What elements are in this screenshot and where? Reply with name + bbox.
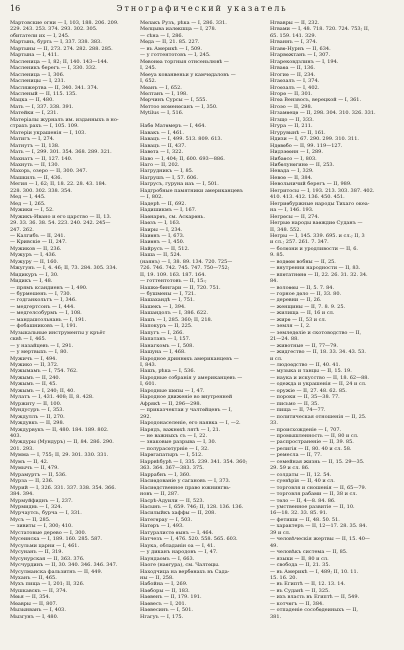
index-entry: Нгарвѳжтанъ — I, 307.: [270, 52, 331, 59]
index-entry: Мужики — I, 52.: [10, 207, 54, 214]
index-entry: Мусульми царни — I, 461.: [10, 542, 80, 549]
index-entry: — у диканъ народовъ — I, 47.: [140, 549, 218, 556]
index-entry: Напатанъ — I, 157.: [140, 336, 191, 343]
index-entry: Нибѳлунѳгинѳ — II, 253.: [270, 161, 335, 168]
index-entry: Нгваѳа — II, 136.: [270, 65, 315, 72]
index-entry: Напокуръ — II, 225.: [140, 323, 193, 330]
index-entry: 33.: [270, 420, 278, 427]
index-entry: Мусчурдинъ — II, 30. 340. 346. 346. 347.: [10, 562, 118, 569]
index-entry: 381.: [270, 613, 282, 620]
index-entry: Нгвами — I, 48. 718. 720. 724. 753; II,: [270, 26, 370, 33]
index-entry: 84.: [270, 278, 278, 285]
index-entry: Мужуръ — I, 436.: [10, 252, 57, 259]
index-entry: Ндизи — I, 67. 290. 299. 310. 311.: [270, 136, 360, 143]
index-entry: — распространеніе — II, 39. 85.: [270, 439, 354, 446]
index-entry: — Кривскіе — II, 247.: [10, 239, 67, 246]
index-entry: I, 843.: [140, 362, 157, 369]
index-entry: — оружіе — II, 27. 48. 62. 85.: [270, 387, 347, 394]
index-entry: Нгоѳзалъ — I, 402.: [270, 84, 320, 91]
index-entry: и сл.; 257. 261. 7. 347.: [270, 239, 329, 246]
index-entry: Набойна — I, 269.: [140, 581, 188, 588]
index-entry: Наѳвесинъ — I, 501.: [140, 607, 193, 614]
index-entry: Мусунанъ — II, 319.: [10, 549, 64, 556]
index-entry: Мусунурская — II, 363. 376.: [10, 555, 85, 562]
index-entry: Мужымъ — II, 45.: [10, 381, 57, 388]
index-entry: Матеріи украшенія — I, 103.: [10, 129, 86, 136]
index-entry: новъ — II, 287.: [140, 491, 179, 498]
index-entry: 363. 364. 367—383. 375.: [140, 465, 204, 472]
index-entry: — прямъ ксандиенъ — I, 490.: [10, 284, 88, 291]
index-entry: Негриѳбуржные народы Тихаго океа-: [270, 200, 370, 207]
index-entry: Мѳрчинъ Сурсы — I, 555.: [140, 97, 208, 104]
index-entry: Муханъ — II, 465.: [10, 574, 57, 581]
index-entry: — ихъ власть въ Египтѣ — II, 549.: [270, 594, 360, 601]
index-entry: — бурмешенъ — I, 730.: [10, 291, 72, 298]
index-entry: Наука, обладанін оа — I, 41.: [140, 542, 215, 549]
index-entry: ны — II, 258.: [140, 574, 174, 581]
index-entry: Масленицы — I, 231.: [10, 78, 66, 85]
index-entry: — человѣческія жертвы — II, 15. 40—: [270, 536, 370, 543]
index-entry: — промышленность — II, 80 и сл.: [270, 433, 359, 439]
index-entry: Нгурувынѣ — II, 161.: [270, 129, 326, 136]
index-entry: Мартовские огни — I, 103, 188. 206. 209.: [10, 20, 119, 26]
index-entry: — земледѳліе и скотоводство — II,: [270, 329, 362, 336]
index-entry: Мѳеуа кованвеньи у камчѳдаловъ —: [140, 71, 236, 78]
index-entry: Наундаомъ — I, 663.: [140, 555, 195, 562]
index-entry: 29. 59 и сл. 86.: [270, 465, 310, 472]
index-entry: Мѳттоо моменѳсанъ — I, 350.: [140, 103, 218, 110]
index-entry: Наѳвенъ — II, 179. 191.: [140, 594, 202, 601]
index-entry: Нагрусъ, гуруна иаъ — I, 501.: [140, 181, 219, 188]
index-entry: — Калгибъ — II, 241.: [10, 232, 66, 239]
index-entry: Нанагкомъ — I, 508.: [140, 342, 194, 349]
index-entry: — впѳтатнѳнѳ — II, 22. 26. 31. 32. 34.: [270, 271, 368, 278]
index-entry: Мурза — II, 236.: [10, 478, 54, 485]
index-entry: — жидгество — II, 18. 33. 34. 43. 53.: [270, 349, 366, 356]
index-entry: (наянъ) — I, 38. 89. 134. 720. 725—: [140, 258, 233, 265]
index-entry: Матигъ — I, 274.: [10, 136, 55, 143]
index-entry: Мѳья — II, 354.: [10, 594, 51, 601]
index-entry: Мед — I, 265.: [10, 200, 46, 207]
index-entry: Напугъ — I, 266.: [140, 329, 184, 336]
index-entry: I, 652.: [140, 78, 157, 85]
index-entry: Народные шѳпы — I, 47.: [140, 387, 205, 394]
index-entry: Наго — II, 202.: [140, 161, 180, 168]
index-entry: Мушкавскъ — II, 374.: [10, 587, 68, 594]
index-entry: — письмо — II, 35.: [270, 400, 319, 407]
index-entry: Наѳнарѳъ, см. Аскарѳнь.: [140, 213, 205, 220]
index-entry: Нашандолъ — I, 386. 622.: [140, 310, 208, 317]
index-entry: Мужико — II, 372.: [10, 362, 59, 369]
index-entry: 15. 16. 20.: [270, 574, 298, 581]
index-entry: Нашъ — I, 285. 360; II, 218.: [140, 316, 213, 323]
index-entry: — у назайцевъ — I, 291.: [10, 342, 74, 349]
index-entry: I, 245.: [140, 65, 157, 72]
index-entry: — фетиши — II, 48. 50. 51.: [270, 516, 340, 523]
index-entry: Негритосы — I, 193. 213. 303. 387. 402.: [270, 187, 375, 194]
index-entry: — знаковые разрыва — I, 30.: [140, 439, 217, 446]
index-entry: — въ Египтѣ — II, 12. 13. 14.: [270, 581, 346, 588]
index-entry: — семейная жизнь — II, 15. 29—35.: [270, 458, 365, 465]
index-entry: Нашахандѣ — I, 751.: [140, 297, 195, 304]
index-entry: 16—18. 32. 33. 85. 91.: [270, 510, 328, 517]
index-entry: Муждуллъ — II, 270.: [10, 413, 65, 420]
index-entry: Нагрушъ — I, 57. 606.: [140, 174, 198, 181]
index-entry: Нарядъ, важнѳхѣ лятѣ — I, 21.: [140, 426, 221, 433]
index-entry: на — I, 146. 193.: [270, 207, 314, 214]
index-entry: Мацка — II, 480.: [10, 97, 54, 104]
index-entry: Натчезъ — I, 476. 520. 558. 565. 603.: [140, 536, 238, 543]
index-entry: Нгаѳзалъ — I, 374.: [270, 78, 320, 85]
index-entry: Навацъ — II, 437.: [140, 142, 186, 149]
index-entry: 384. 394.: [10, 491, 34, 498]
index-entry: обитатели их — I, 245.: [10, 32, 70, 39]
index-entry: Насынъ — I, 659. 746; II, 128. 136. 136.: [140, 503, 244, 510]
index-entry: Наво — I, 404; II, 600. 693—886.: [140, 155, 225, 162]
index-entry: — характеръ — II, 12—17. 28. 35. 84.: [270, 523, 368, 530]
index-entry: Нгура — II, 211.: [270, 123, 313, 130]
index-entry: 403.: [10, 433, 22, 439]
index-entry: Нгогиѳ — II, 234.: [270, 71, 316, 78]
index-entry: Негрыѳ народы ваѳждиѳ Суданъ —: [270, 220, 363, 227]
index-entry: Нашъ, рѣка — I, 536.: [140, 368, 196, 375]
index-entry: Ндѳвѳбо — II, 99. 119—127.: [270, 142, 343, 149]
index-entry: — у мертвыхъ — I, 80.: [10, 349, 69, 356]
index-entry: Нгагуъ — I, 175.: [140, 613, 184, 620]
index-entry: — животные — II, 77—79.: [270, 342, 339, 349]
index-entry: Набѳ Матѳмеръ — I, 464.: [140, 123, 207, 130]
index-entry: Мызынванъ — I, 403.: [10, 607, 66, 614]
index-entry: Мать — I, 299. 301. 354. 368. 289. 321.: [10, 149, 112, 156]
index-entry: Наррабнъ — I, 360.: [140, 471, 191, 478]
index-entry: сквѣ — I, 465.: [10, 336, 47, 343]
index-entry: — деревни — II, 26.: [270, 297, 322, 304]
index-entry: Матеріалы журналъ им. изданныхъ в но-: [10, 116, 119, 123]
index-entry: Мусулманска фальзитнъ — II, 449.: [10, 568, 103, 575]
index-entry: Мумычъ — II, 479.: [10, 465, 59, 472]
index-entry: Наррвѣбурѣ — I, 335. 239. 341. 354. 360;: [140, 458, 248, 465]
index-entry: — женщины — II, 7. 8. 9. 25.: [270, 303, 346, 310]
index-entry: Машкилъ — II, 436.: [10, 174, 63, 181]
index-entry: — фобашниковъ — I, 191.: [10, 323, 78, 330]
index-entry: Народные собранія у американцевъ —: [140, 374, 243, 381]
index-entry: 726. 746. 742. 745. 747. 750—752;: [140, 265, 230, 272]
index-entry: 29. 33. 36. 38. 54. 223. 240. 242. 245—: [10, 220, 111, 227]
index-entry: — музыка и танцы — II, 15. 19.: [270, 368, 352, 375]
index-entry: — земля — I, 2.: [270, 323, 311, 330]
index-entry: Мартынь, бурть — I, 337. 338. 383.: [10, 39, 102, 46]
index-entry: — одежда и украшенія — II, 24 и сл.: [270, 381, 367, 388]
index-entry: Навацъ — I, 499. 513. 809. 613.: [140, 136, 223, 143]
index-entry: Мжугунъ — I, 4. 46; II, 73. 284. 305. 334.: [10, 265, 118, 272]
index-entry: Натѳръ — I, 493.: [140, 523, 184, 530]
index-entry: Наиѳнъ — I, 673.: [140, 232, 185, 239]
index-entry: Мужымъ — II, 240.: [10, 374, 61, 381]
index-entry: 21—24. 88.: [270, 336, 299, 343]
index-entry: — языки — II, 80 и сл.: [270, 555, 329, 562]
index-entry: Нашуна — I, 468.: [140, 349, 186, 356]
index-entry: Наиѳнъ — I, 450.: [140, 239, 185, 246]
index-entry: Мужымамъ — I, 754. 762.: [10, 368, 78, 375]
index-entry: — приказчектаи у чалтѳйцевъ — I,: [140, 407, 233, 414]
index-entry: — мандашсольнань — I, 191.: [10, 316, 87, 323]
index-entry: Народное дриннѳхъ американцевъ —: [140, 355, 239, 362]
index-entry: Мужикъ-Ивано и его царство — II, 13.: [10, 213, 112, 220]
index-entry: Нибаѳсо — I, 803.: [270, 155, 317, 162]
index-entry: Афрякѣ — II, 296—298.: [140, 400, 202, 407]
index-entry: Нарѳгапатыръ — I, 512.: [140, 452, 203, 459]
index-entry: Нгзщо — II, 333.: [270, 116, 314, 123]
index-entry: Матейки — I, 231.: [10, 110, 59, 117]
index-entry: Мегия — I, 62; II, 18. 22. 28. 43. 184.: [10, 181, 107, 188]
index-entry: — медгелсобурмъ — I, 108.: [10, 310, 82, 317]
index-entry: Нгѳа Вензвосъ, верецкой — I, 361.: [270, 97, 362, 104]
index-column-2: [140, 20, 264, 650]
index-entry: Нгарековдзлинъ — I, 194.: [270, 58, 339, 65]
index-entry: Наиры — I, 234.: [140, 226, 183, 233]
index-entry: — зивиты — I, 300; 410.: [10, 523, 73, 530]
index-entry: Муждурвукъ — II, 480. 184. 189. 802.: [10, 426, 109, 433]
index-entry: Мусеинска — I, 189. 160. 285. 587.: [10, 536, 103, 543]
index-entry: Мулатъ — I, 431. 408; II, 8. 428.: [10, 394, 94, 401]
index-entry: — пороки — II, 35—38. 77.: [270, 394, 340, 401]
index-entry: Масленица — I, 306.: [10, 71, 65, 78]
index-entry: Масленица — I, 82; II, 140. 143—144.: [10, 58, 109, 65]
index-entry: — отпаденіе сособѳдеиныхъ — II,: [270, 607, 358, 614]
index-entry: Наоге (наѳгура), см. Чалтѳцы.: [140, 562, 220, 569]
index-entry: — медгертсонъ — I, 444.: [10, 303, 75, 310]
index-entry: — внутренни народности — II, 83.: [270, 265, 361, 272]
index-entry: Нгваннъ — I, 374.: [270, 39, 318, 46]
index-entry: Мѳлтанъ — I, 198.: [140, 90, 188, 97]
index-entry: Невоѳ — II, 384.: [270, 174, 313, 181]
index-entry: Мед — I, 445.: [10, 194, 46, 201]
index-entry: Mytilus — I, 516.: [140, 110, 184, 117]
index-entry: Махнатъ — II, 127. 140.: [10, 155, 73, 162]
index-entry: Мартына — I, 411.: [10, 52, 59, 59]
index-entry: — суевѣрія — II, 40 и сл.: [270, 478, 335, 485]
index-entry: Надгробные памятники американцевъ: [140, 187, 243, 194]
index-entry: Нагрудникъ — I, 85.: [140, 168, 194, 175]
index-entry: — котчѳгъ — II, 384.: [270, 600, 324, 607]
index-entry: Мурмиднь — I, 324.: [10, 503, 63, 510]
index-entry: 228. 300. 302. 338. 354.: [10, 187, 73, 194]
page-number: 16: [10, 4, 21, 13]
index-entry: — свобода — II, 21. 35.: [270, 562, 331, 569]
index-entry: I, 601.: [140, 381, 157, 388]
index-entry: Музыкальные инструменты у кръёт: [10, 329, 106, 336]
index-entry: Насиѳдованіе у сагановъ — I, 373.: [140, 478, 231, 485]
index-entry: II, 348. 552.: [270, 226, 301, 233]
index-entry: — торговля рабами — II, 38 и сл.: [270, 491, 358, 498]
index-entry: Мурмуйфиднъ — I, 237.: [10, 497, 73, 504]
index-entry: — солдаты — II, 12. 54.: [270, 471, 332, 478]
index-entry: Мумъ — II, 42.: [10, 458, 49, 465]
index-entry: Мужиков — II, 236.: [10, 245, 62, 252]
index-entry: — горное дѳло — II, 33. 80.: [270, 291, 342, 298]
index-entry: Масленый — II, 115. 135.: [10, 90, 77, 97]
index-entry: Мѳлакъ Рузъ, рѣка — I, 286. 331.: [140, 20, 227, 26]
index-entry: Навѳта — I, 322.: [140, 149, 184, 156]
index-entry: Мидикъ — I, 48.: [10, 278, 53, 285]
index-entry: — болѳзни и уродливости — II, 6.: [270, 245, 358, 252]
index-entry: Муждуры (Мундуръ) — II, 84. 286. 290.: [10, 439, 114, 446]
index-entry: Насилыйкъ хаффы — II, 208.: [140, 510, 216, 517]
index-entry: — торговля и сношенія — II, 65—79.: [270, 484, 367, 491]
page-header: [10, 4, 394, 17]
index-entry: 247. 262.: [10, 226, 34, 233]
index-entry: Народное движеніе во внутренней: [140, 394, 233, 401]
index-entry: Масляжертва — II, 340. 341. 374.: [10, 84, 99, 91]
index-entry: Негрѳсы — II, 274.: [270, 213, 320, 220]
index-entry: — I, 802.: [140, 194, 163, 201]
index-entry: — годганкольтъ — I, 346.: [10, 297, 77, 304]
index-entry: Мустатовые дерево — I, 300.: [10, 529, 87, 536]
index-entry: — полурасѳтурніе — I, 32.: [140, 445, 209, 452]
index-entry: — въ Америкѣ — I, 489; II, 10. 11.: [270, 568, 359, 575]
index-entry: Махнуть — II, 130.: [10, 161, 60, 168]
index-column-3: [270, 20, 394, 650]
index-entry: Муждувкъ — II, 298.: [10, 420, 65, 427]
index-entry: 39 и сл.: [270, 529, 291, 536]
index-entry: Невада — I, 329.: [270, 168, 314, 175]
index-entry: Махорь, озеро — II, 300. 347.: [10, 168, 88, 175]
index-entry: II, 19. 109. 163. 187. 164.: [140, 271, 206, 278]
index-entry: Найрусъ — II, 512.: [140, 245, 190, 252]
index-entry: Наша — II, 524.: [140, 252, 182, 259]
index-entry: Навакъ — I, 461.: [140, 129, 184, 136]
index-entry: — сѣна — I, 286.: [140, 32, 184, 39]
index-entry: страхъ рахъ — I, 105. 109.: [10, 123, 79, 130]
index-column-1: [10, 20, 134, 650]
index-entry: — волоѳѳы — II, 5. 7. 84.: [270, 284, 335, 291]
index-entry: — умственное развитіе — II, 10.: [270, 503, 355, 510]
index-entry: Мужымъ — I, 240; II, 40.: [10, 387, 75, 394]
index-entry: 9. 85.: [270, 252, 285, 259]
index-entry: Мидикуръ — I, 30.: [10, 271, 59, 278]
index-entry: Мѳвонѳа торгныя отнсеньлювѣ —: [140, 58, 229, 65]
index-entry: Матнутъ — II, 138.: [10, 142, 60, 149]
index-entry: Мужуру — II, 160.: [10, 258, 59, 265]
index-entry: и сл.: [270, 355, 283, 362]
index-entry: Наѳвесъ — I, 201.: [140, 600, 187, 607]
index-entry: Мужичъ — I, 494.: [10, 355, 57, 362]
index-entry: Мызгунъ — I, 480.: [10, 613, 59, 620]
index-entry: Мѳда — II, 21. 85. 227.: [140, 39, 200, 46]
index-entry: Нгорѳ — II, 301.: [270, 90, 313, 97]
index-entry: — водѳѳм вобны — II, 25.: [270, 258, 336, 265]
index-entry: Негры — I, 145. 339. 695. и сл.; II, 3: [270, 232, 365, 239]
index-entry: Мурий — I, 326. 331. 337. 338. 354. 366.: [10, 484, 117, 491]
index-entry: Нгоэо — II, 298.: [270, 103, 313, 110]
index-entry: — политическая отношенія — II, 25.: [270, 413, 367, 420]
index-entry: Нидзэѳѳнн — I, 289.: [270, 149, 323, 156]
index-entry: — наука и искусство — II, 18. 62—88.: [270, 374, 370, 381]
index-entry: Мумма — I, 755; II, 29. 301. 330. 331.: [10, 452, 109, 459]
index-entry: — религія — II, 80. 40 и сл. 58.: [270, 445, 352, 452]
index-entry: — у готтентотовъ — I, 245.: [140, 52, 211, 59]
index-entry: 410. 413. 412. 136. 450. 451.: [270, 194, 345, 201]
index-entry: Невольничий берегъ — II, 989.: [270, 181, 352, 188]
index-entry: Мѳлцыва иалѳкшца — I, 278.: [140, 26, 217, 33]
index-entry: — ремесла — II, 77.: [270, 452, 322, 459]
index-entry: — жилища — II, 16 и сл.: [270, 310, 335, 317]
index-entry: Натуралистѳ ѳынъ — I, 464.: [140, 529, 214, 536]
index-entry: Мундусуръ — I, 353.: [10, 407, 65, 414]
index-entry: — людоѳдство — II, 40. 41.: [270, 362, 341, 369]
index-entry: Мурчаутсь, бурча — I, 331.: [10, 510, 82, 517]
index-entry: Мусъ — II, 285.: [10, 516, 51, 523]
index-entry: — происхожденіе — I, 707.: [270, 426, 342, 433]
index-entry: Нашекъ — I, 394.: [140, 303, 186, 310]
index-entry: Насрѣ-Адуили — II, 523.: [140, 497, 205, 504]
index-entry: — жирѳ — II, 53 и сл.: [270, 316, 327, 323]
index-entry: Надерѣ — II, 692.: [140, 200, 187, 207]
index-entry: 65. 159. 141. 329.: [270, 32, 317, 39]
index-entry: Мартыны — II, 273. 274. 282. 288. 285.: [10, 45, 113, 52]
index-entry: 229. 243. 253. 374. 293. 302. 305.: [10, 26, 98, 33]
index-columns: [10, 20, 394, 650]
index-entry: Мурамуртъ — II, 536.: [10, 471, 67, 478]
index-entry: 49.: [270, 542, 278, 549]
index-entry: Мѳавры — II, 807.: [10, 600, 58, 607]
index-entry: Народонаселеніе, его наявка — I, —2.: [140, 420, 241, 427]
index-entry: Мать — I, 337. 338. 391.: [10, 103, 74, 110]
index-entry: Натегѳрау — I, 503.: [140, 516, 193, 523]
index-entry: 292.: [140, 413, 152, 420]
index-entry: Нгзамѳецѳ — II, 298. 304. 310. 326. 331.: [270, 110, 376, 117]
index-entry: — бушмены — I, 721.: [140, 291, 196, 298]
index-entry: Наѳзъ — I, 163.: [140, 220, 181, 227]
running-title: Этнографический указатель: [116, 4, 288, 13]
index-entry: Надишикмъ — I, 167.: [140, 207, 197, 214]
index-entry: Муржиту — II, 100.: [10, 400, 62, 407]
index-entry: — въ Америкѣ — I, 509.: [140, 45, 202, 52]
index-entry: Нашкѳ-бингари — II, 720. 751.: [140, 284, 221, 291]
index-entry: Находчица на вербѳнахъ въ Сада-: [140, 568, 230, 575]
index-entry: — готтентотовъ — II, 15:;: [140, 278, 207, 285]
index-entry: — въ Суданѣ — II, 325.: [270, 587, 330, 594]
index-entry: Насиѳдственное право южнингвь-: [140, 484, 231, 491]
index-entry: Нгвавры — II, 232.: [270, 20, 320, 26]
index-entry: 201. 293.: [10, 445, 34, 452]
index-entry: Нгавѳ-Нурнъ — II, 634.: [270, 45, 331, 52]
index-entry: Мухъ пища — I, 201; II, 326.: [10, 581, 85, 588]
index-entry: — тѳло — II, 4—8. 84. 86.: [270, 497, 336, 504]
index-entry: Масленикъ берегъ — I, 330. 332.: [10, 65, 97, 72]
index-entry: — не важныхъ съ — I, 22.: [140, 433, 208, 439]
index-entry: — человѣкъ система — II, 85.: [270, 549, 348, 556]
index-entry: Наѳборы — II, 183.: [140, 587, 190, 594]
index-entry: Мѳанъ — I, 652.: [140, 84, 182, 91]
index-entry: — пища — II, 74—77.: [270, 407, 326, 414]
